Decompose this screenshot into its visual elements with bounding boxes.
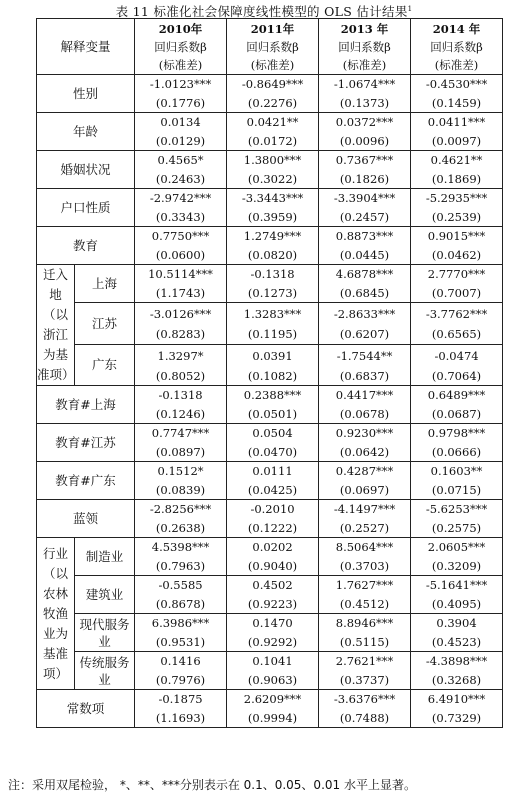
se-cell: (0.0666) [411, 443, 503, 462]
se-cell: (0.0678) [319, 405, 411, 424]
se-cell: (0.8052) [135, 367, 227, 386]
coef-cell: 1.3283*** [227, 303, 319, 326]
coef-cell: -3.0126*** [135, 303, 227, 326]
row-label: 教育#上海 [37, 386, 135, 424]
coef-cell: -3.7762*** [411, 303, 503, 326]
regression-table [36, 18, 503, 728]
coef-cell: -1.7544** [319, 344, 411, 367]
table-row [37, 227, 503, 246]
table-row [37, 151, 503, 170]
se-cell: (0.7976) [135, 671, 227, 690]
se-cell: (0.1373) [319, 94, 411, 113]
se-cell: (0.0462) [411, 246, 503, 265]
coef-cell: -3.6376*** [319, 690, 411, 709]
coef-cell: 8.5064*** [319, 538, 411, 557]
coef-cell: -2.8256*** [135, 500, 227, 519]
se-cell: (0.2575) [411, 519, 503, 538]
se-cell: (0.2276) [227, 94, 319, 113]
se-cell: (0.2638) [135, 519, 227, 538]
coef-cell: 2.7770*** [411, 265, 503, 284]
se-cell: (0.7963) [135, 557, 227, 576]
coef-cell: 4.6878*** [319, 265, 411, 284]
se-cell: (0.1273) [227, 284, 319, 303]
table-row [37, 690, 503, 709]
se-cell: (0.1776) [135, 94, 227, 113]
se-cell: (0.1459) [411, 94, 503, 113]
coef-cell: -5.6253*** [411, 500, 503, 519]
coef-cell: 6.4910*** [411, 690, 503, 709]
coef-header: 回归系数β [411, 38, 503, 56]
se-cell: (0.3343) [135, 208, 227, 227]
row-label: 年龄 [37, 113, 135, 151]
se-cell: (0.9063) [227, 671, 319, 690]
se-cell: (1.1693) [135, 709, 227, 728]
year-header: 2014 年 [411, 19, 503, 39]
coef-cell: -0.1318 [227, 265, 319, 284]
se-cell: (0.7329) [411, 709, 503, 728]
se-cell: (0.3703) [319, 557, 411, 576]
se-cell: (0.0715) [411, 481, 503, 500]
se-cell: (0.1082) [227, 367, 319, 386]
coef-cell: -4.1497*** [319, 500, 411, 519]
coef-cell: 0.1512* [135, 462, 227, 481]
se-cell: (0.1195) [227, 325, 319, 344]
se-cell: (0.6837) [319, 367, 411, 386]
se-cell: (0.0425) [227, 481, 319, 500]
coef-cell: 0.4502 [227, 576, 319, 595]
row-label: 江苏 [75, 303, 135, 345]
se-cell: (0.5115) [319, 633, 411, 652]
se-cell: (0.3022) [227, 170, 319, 189]
coef-header: 回归系数β [135, 38, 227, 56]
coef-cell: 4.5398*** [135, 538, 227, 557]
coef-cell: -1.0123*** [135, 75, 227, 94]
se-cell: (0.1222) [227, 519, 319, 538]
coef-cell: 1.7627*** [319, 576, 411, 595]
row-label: 婚姻状况 [37, 151, 135, 189]
se-cell: (0.0096) [319, 132, 411, 151]
coef-cell: 0.0504 [227, 424, 319, 443]
table-row [37, 75, 503, 94]
se-cell: (0.8283) [135, 325, 227, 344]
se-cell: (0.1869) [411, 170, 503, 189]
coef-cell: 0.0111 [227, 462, 319, 481]
coef-cell: -0.1875 [135, 690, 227, 709]
table-row [37, 344, 503, 367]
se-cell: (1.1743) [135, 284, 227, 303]
row-label: 教育#广东 [37, 462, 135, 500]
se-cell: (0.2463) [135, 170, 227, 189]
table-row [37, 576, 503, 595]
coef-cell: 0.1416 [135, 652, 227, 671]
table-row [37, 265, 503, 284]
coef-cell: 0.9230*** [319, 424, 411, 443]
se-header: (标准差) [411, 56, 503, 75]
row-label: 教育 [37, 227, 135, 265]
se-cell: (0.0172) [227, 132, 319, 151]
coef-cell: -0.2010 [227, 500, 319, 519]
coef-cell: 0.3904 [411, 614, 503, 633]
se-cell: (0.0697) [319, 481, 411, 500]
table-row [37, 189, 503, 208]
coef-cell: 6.3986*** [135, 614, 227, 633]
se-cell: (0.0445) [319, 246, 411, 265]
row-label: 教育#江苏 [37, 424, 135, 462]
coef-cell: 0.4621** [411, 151, 503, 170]
table-row [37, 113, 503, 132]
table-row [37, 424, 503, 443]
se-cell: (0.7064) [411, 367, 503, 386]
se-cell: (0.9531) [135, 633, 227, 652]
row-label: 户口性质 [37, 189, 135, 227]
se-cell: (0.7488) [319, 709, 411, 728]
coef-cell: 0.0391 [227, 344, 319, 367]
table-row [37, 614, 503, 633]
se-header: (标准差) [227, 56, 319, 75]
group-label: 行业（以农林牧渔业为基准项） [37, 538, 75, 690]
row-label: 建筑业 [75, 576, 135, 614]
se-cell: (0.0897) [135, 443, 227, 462]
se-cell: (0.7007) [411, 284, 503, 303]
coef-cell: 0.1041 [227, 652, 319, 671]
se-cell: (0.0470) [227, 443, 319, 462]
group-label: 迁入地（以浙江为基准项） [37, 265, 75, 386]
se-cell: (0.0642) [319, 443, 411, 462]
se-cell: (0.4095) [411, 595, 503, 614]
coef-cell: 0.1603** [411, 462, 503, 481]
year-header: 2010年 [135, 19, 227, 39]
table-row [37, 462, 503, 481]
coef-cell: 0.0202 [227, 538, 319, 557]
se-cell: (0.3268) [411, 671, 503, 690]
se-cell: (0.2527) [319, 519, 411, 538]
table-note: 注：采用双尾检验， *、**、***分别表示在 0.1、0.05、0.01 水平上显著。 [8, 778, 416, 792]
coef-header: 回归系数β [319, 38, 411, 56]
se-cell: (0.0600) [135, 246, 227, 265]
coef-cell: 2.6209*** [227, 690, 319, 709]
row-label: 传统服务业 [75, 652, 135, 690]
se-cell: (0.6565) [411, 325, 503, 344]
coef-cell: 0.4417*** [319, 386, 411, 405]
coef-header: 回归系数β [227, 38, 319, 56]
year-header: 2013 年 [319, 19, 411, 39]
coef-cell: -5.2935*** [411, 189, 503, 208]
coef-cell: 0.0372*** [319, 113, 411, 132]
row-label: 上海 [75, 265, 135, 303]
se-cell: (0.4512) [319, 595, 411, 614]
coef-cell: 2.0605*** [411, 538, 503, 557]
coef-cell: 0.2388*** [227, 386, 319, 405]
se-header: (标准差) [319, 56, 411, 75]
coef-cell: 1.3297* [135, 344, 227, 367]
coef-cell: 0.7750*** [135, 227, 227, 246]
table-row [37, 538, 503, 557]
coef-cell: -3.3443*** [227, 189, 319, 208]
row-label: 常数项 [37, 690, 135, 728]
coef-cell: -5.1641*** [411, 576, 503, 595]
coef-cell: 0.6489*** [411, 386, 503, 405]
se-cell: (0.0820) [227, 246, 319, 265]
coef-cell: 0.8873*** [319, 227, 411, 246]
se-cell: (0.9292) [227, 633, 319, 652]
table-row [37, 500, 503, 519]
se-cell: (0.0501) [227, 405, 319, 424]
se-cell: (0.8678) [135, 595, 227, 614]
se-cell: (0.9040) [227, 557, 319, 576]
se-cell: (0.3209) [411, 557, 503, 576]
footnote-mark: 1 [407, 4, 413, 13]
se-cell: (0.4523) [411, 633, 503, 652]
se-cell: (0.3959) [227, 208, 319, 227]
coef-cell: 1.2749*** [227, 227, 319, 246]
se-cell: (0.2539) [411, 208, 503, 227]
row-label: 蓝领 [37, 500, 135, 538]
coef-cell: 0.4565* [135, 151, 227, 170]
coef-cell: 0.0134 [135, 113, 227, 132]
coef-cell: -2.9742*** [135, 189, 227, 208]
coef-cell: 8.8946*** [319, 614, 411, 633]
var-header: 解释变量 [37, 19, 135, 75]
se-cell: (0.6845) [319, 284, 411, 303]
coef-cell: 2.7621*** [319, 652, 411, 671]
coef-cell: -0.1318 [135, 386, 227, 405]
table-title: 表 11 标准化社会保障度线性模型的 OLS 估计结果 [115, 4, 408, 19]
coef-cell: -0.5585 [135, 576, 227, 595]
year-header: 2011年 [227, 19, 319, 39]
coef-cell: 0.9015*** [411, 227, 503, 246]
se-cell: (0.0839) [135, 481, 227, 500]
coef-cell: -1.0674*** [319, 75, 411, 94]
coef-cell: 0.0411*** [411, 113, 503, 132]
coef-cell: -2.8633*** [319, 303, 411, 326]
se-cell: (0.9994) [227, 709, 319, 728]
coef-cell: 1.3800*** [227, 151, 319, 170]
coef-cell: 0.0421** [227, 113, 319, 132]
coef-cell: 0.9798*** [411, 424, 503, 443]
se-cell: (0.1246) [135, 405, 227, 424]
se-cell: (0.0097) [411, 132, 503, 151]
coef-cell: 0.1470 [227, 614, 319, 633]
se-cell: (0.9223) [227, 595, 319, 614]
coef-cell: -0.8649*** [227, 75, 319, 94]
header-row [37, 19, 503, 39]
se-cell: (0.1826) [319, 170, 411, 189]
coef-cell: -3.3904*** [319, 189, 411, 208]
table-row [37, 652, 503, 671]
table-row [37, 303, 503, 326]
se-cell: (0.0129) [135, 132, 227, 151]
table-row [37, 386, 503, 405]
row-label: 广东 [75, 344, 135, 386]
coef-cell: 0.7747*** [135, 424, 227, 443]
row-label: 现代服务业 [75, 614, 135, 652]
se-cell: (0.6207) [319, 325, 411, 344]
coef-cell: 0.4287*** [319, 462, 411, 481]
coef-cell: 10.5114*** [135, 265, 227, 284]
coef-cell: -0.0474 [411, 344, 503, 367]
coef-cell: -0.4530*** [411, 75, 503, 94]
coef-cell: 0.7367*** [319, 151, 411, 170]
se-header: (标准差) [135, 56, 227, 75]
row-label: 性别 [37, 75, 135, 113]
se-cell: (0.0687) [411, 405, 503, 424]
se-cell: (0.3737) [319, 671, 411, 690]
row-label: 制造业 [75, 538, 135, 576]
coef-cell: -4.3898*** [411, 652, 503, 671]
se-cell: (0.2457) [319, 208, 411, 227]
